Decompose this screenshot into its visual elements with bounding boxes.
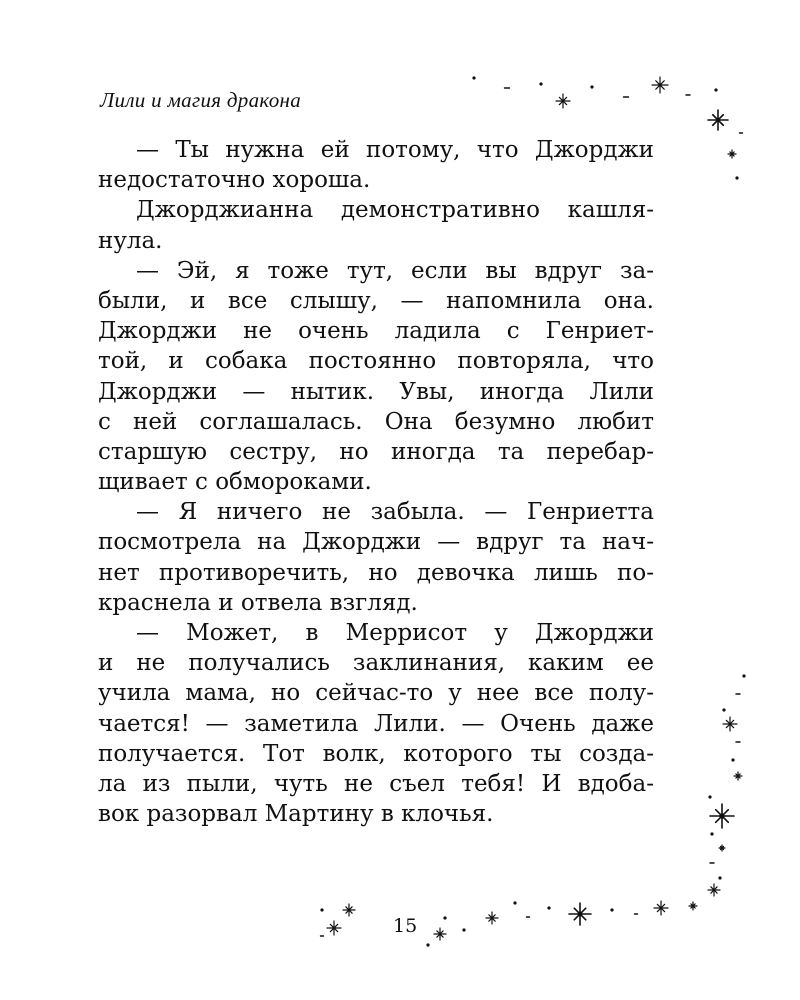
- star-icon: [486, 912, 498, 924]
- text-line: были, и все слышу, — напомнила она.: [98, 287, 654, 314]
- text-line: — Ты нужна ей потому, что Джорджи: [136, 137, 654, 163]
- text-line: Джорджи — нытик. Увы, иногда Лили: [98, 378, 654, 405]
- sparkle-icon: [742, 674, 745, 677]
- star-icon: [734, 772, 742, 780]
- sparkle-icon: [426, 943, 429, 946]
- sparkle-icon: [539, 82, 542, 85]
- sparkle-icon: [722, 708, 725, 711]
- star-icon: [652, 77, 668, 93]
- star-icon: [689, 902, 697, 910]
- star-icon: [728, 150, 736, 158]
- text-line: — Эй, я тоже тут, если вы вдруг за-: [136, 257, 654, 284]
- sparkle-icon: [731, 758, 734, 761]
- text-line: Джорджианна демонстративно кашля-: [136, 197, 654, 224]
- sparkle-icon: [610, 908, 613, 911]
- text-line: учила мама, но сейчас-то у нее все полу-: [98, 680, 654, 707]
- sparkle-icon: [513, 901, 516, 904]
- text-line: и не получались заклинания, каким ее: [98, 650, 654, 677]
- running-head: Лили и магия дракона: [100, 88, 302, 112]
- text-line: — Может, в Меррисот у Джорджи: [136, 620, 654, 646]
- text-line: старшую сестру, но иногда та перебар-: [98, 438, 654, 465]
- star-icon: [723, 717, 737, 731]
- star-icon: [710, 804, 734, 828]
- text-line: — Я ничего не забыла. — Генриетта: [136, 499, 654, 526]
- text-line: с ней соглашалась. Она безумно любит: [98, 408, 654, 435]
- sparkle-icon: [710, 832, 713, 835]
- sparkle-icon: [472, 76, 475, 79]
- star-icon: [719, 845, 725, 851]
- star-icon: [654, 901, 668, 915]
- sparkle-icon: [462, 928, 465, 931]
- text-line: краснела и отвела взгляд.: [98, 589, 418, 616]
- star-icon: [708, 110, 728, 130]
- text-line: недостаточно хороша.: [98, 167, 371, 194]
- star-icon: [343, 904, 355, 916]
- sparkle-icon: [708, 795, 711, 798]
- text-line: чается! — заметила Лили. — Очень даже: [98, 710, 654, 737]
- text-line: нула.: [98, 227, 163, 254]
- text-line: щивает с обмороками.: [98, 469, 372, 496]
- text-line: той, и собака постоянно повторяла, что: [98, 348, 654, 375]
- star-icon: [434, 928, 446, 940]
- sparkle-icon: [320, 908, 323, 911]
- body-text: [98, 135, 654, 829]
- sparkle-icon: [718, 876, 721, 879]
- text-line: Джорджи не очень ладила с Генриет-: [98, 318, 654, 345]
- sparkle-icon: [443, 916, 446, 919]
- star-icon: [708, 884, 720, 896]
- sparkle-icon: [735, 176, 738, 179]
- star-icon: [327, 921, 341, 935]
- sparkle-icon: [714, 88, 717, 91]
- text-line: вок разорвал Мартину в клочья.: [98, 801, 494, 828]
- text-line: получается. Тот волк, которого ты созда-: [98, 740, 654, 767]
- sparkle-icon: [590, 85, 593, 88]
- star-icon: [556, 94, 570, 108]
- text-line: нет противоречить, но девочка лишь по-: [98, 559, 654, 586]
- page-number: 15: [393, 915, 418, 937]
- text-line: посмотрела на Джорджи — вдруг та нач-: [98, 529, 654, 556]
- sparkle-icon: [547, 906, 550, 909]
- star-icon: [569, 903, 591, 925]
- text-line: ла из пыли, чуть не съел тебя! И вдоба-: [98, 770, 654, 797]
